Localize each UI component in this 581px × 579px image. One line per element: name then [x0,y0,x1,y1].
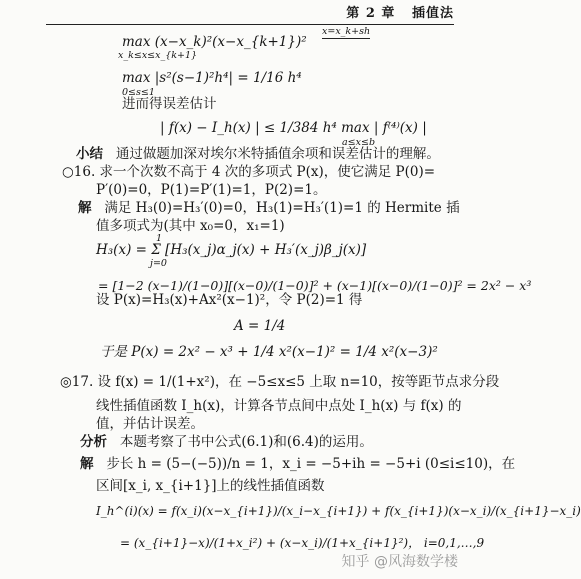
chapter-title: 插值法 [411,6,454,21]
formula-linear-interp-2: = (x_{i+1}−x)/(1+x_i²) + (x−x_i)/(1+x_{i+1}²)， i=0,1,…,9 [120,536,485,550]
solution-label: 解 [78,200,92,216]
formula-hermite-sum [96,233,367,269]
formula-max-sub: x_k≤x≤x_{k+1} [118,50,198,61]
watermark: 知乎 @风海数学楼 [341,553,458,570]
solution-16-text-2: 值多项式为(其中 x₀=0，x₁=1) [96,218,285,234]
formula-max-s-sub: 0≤s≤1 [122,87,155,98]
summary-label: 小结 [76,146,103,162]
formula-error-bound-sub: a≤x≤b [342,137,376,148]
running-header [346,6,454,23]
header-rule [46,24,454,25]
solution-16-line-1 [78,200,460,218]
formula-max-product [118,26,371,61]
solution-16-text-1: 满足 H₃(0)=H₃′(0)=0，H₃(1)=H₃′(1)=1 的 Hermite 插 [104,200,460,216]
problem-17-text-b: 线性插值函数 I_h(x)，计算各节点间中点处 I_h(x) 与 f(x) 的 [96,398,462,414]
solution-16-text-5: 设 P(x)=H₃(x)+Ax²(x−1)²，令 P(2)=1 得 [96,292,363,308]
sum-lower-limit: j=0 [150,258,167,269]
analysis-text: 本题考察了书中公式(6.1)和(6.4)的运用。 [119,434,373,450]
problem-17-line-1 [60,374,499,392]
formula-max-product-text: max (x−x_k)²(x−x_{k+1})² [122,34,307,50]
summary-paragraph [76,146,440,164]
problem-16-number: ○16. [62,164,96,180]
solution-17-text-2: 区间[x_i, x_{i+1}]上的线性插值函数 [96,478,325,494]
formula-error-bound [160,120,427,148]
analysis-paragraph [80,434,373,452]
formula-error-bound-text: | f(x) − I_h(x) | ≤ 1/384 h⁴ max | f⁽⁴⁾(x) | [160,120,427,136]
sum-upper-limit: 1 [156,233,163,244]
problem-16-line-1 [62,164,435,182]
solution-17-text-1: 步长 h = (5−(−5))/n = 1，x_i = −5+ih = −5+i (0≤i≤10)，在 [106,456,516,472]
formula-hermite-sum-text: H₃(x) = Σ [H₃(x_j)α_j(x) + H₃′(x_j)β_j(x)] [96,242,367,258]
text-error-estimate: 进而得误差估计 [122,96,217,112]
solution-17-line-1 [80,456,515,474]
summary-text: 通过做题加深对埃尔米特插值余项和误差估计的理解。 [115,146,440,162]
formula-max-s [122,70,302,98]
analysis-label: 分析 [80,434,107,450]
problem-17-text-a: 设 f(x) = 1/(1+x²)，在 −5≤x≤5 上取 n=10，按等距节点求分段 [97,374,500,390]
formula-linear-interp: I_h^(i)(x) = f(x_i)(x−x_{i+1})/(x_i−x_{i+1}) + f(x_{i+1})(x−x_i)/(x_{i+1}−x_i) [96,504,581,518]
formula-eval-sub: x=x_k+sh [322,26,370,39]
chapter-label: 第 2 章 [346,6,396,21]
formula-p-result: 于是 P(x) = 2x² − x³ + 1/4 x²(x−1)² = 1/4 x²(x−3)² [100,344,438,360]
problem-17-text-c: 值，并估计误差。 [96,416,204,432]
solution-17-label: 解 [80,456,94,472]
formula-a-value: A = 1/4 [234,318,286,334]
formula-max-s-text: max |s²(s−1)²h⁴| = 1/16 h⁴ [122,70,302,86]
problem-16-text-a: 求一个次数不高于 4 次的多项式 P(x)，使它满足 P(0)= [99,164,436,180]
problem-16-text-b: P′(0)=0，P(1)=P′(1)=1，P(2)=1。 [96,182,327,198]
formula-hermite-expand: = [1−2 (x−1)/(1−0)][(x−0)/(1−0)]² + (x−1)[(x−0)/(1−0)]² = 2x² − x³ [98,278,532,293]
problem-17-number: ◎17. [60,374,94,390]
